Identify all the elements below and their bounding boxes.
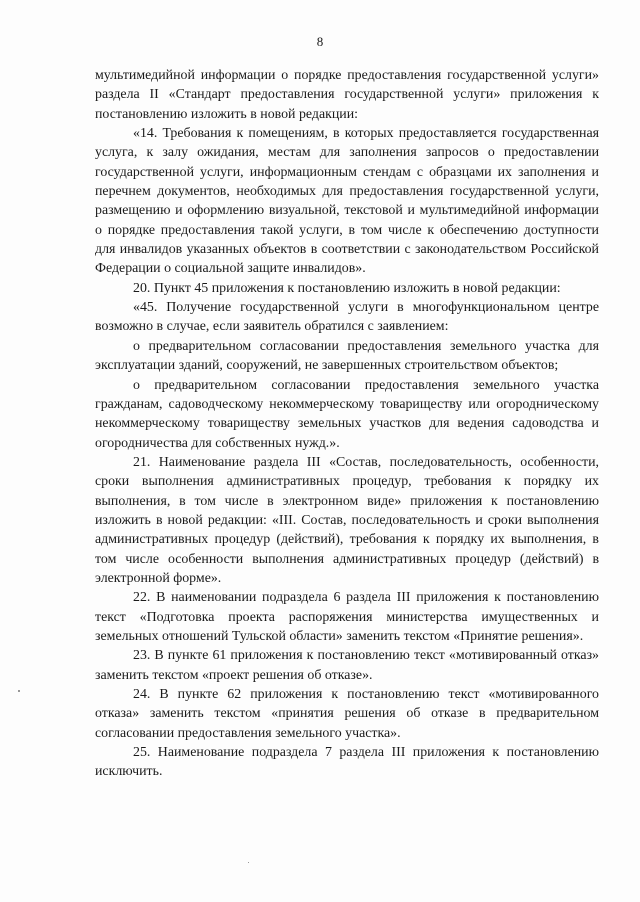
document-body [95, 66, 599, 782]
paragraph-item-24: 24. В пункте 62 приложения к постановлению текст «мотивированного отказа» заменить текстом «принятия решения об отказе в предварительном согласовании предоставления земельного участка». [95, 687, 599, 741]
paragraph-item-25: 25. Наименование подраздела 7 раздела III приложения к постановлению исключить. [95, 745, 599, 780]
paragraph-item-23: 23. В пункте 61 приложения к постановлению текст «мотивированный отказ» заменить текстом «проект решения об отказе». [95, 648, 599, 683]
paragraph-item-21: 21. Наименование раздела III «Состав, последовательность, особенности, сроки выполнения административных процедур, требования к порядку их выполнения, в том числе в электронном виде» приложения к постановлению изложить в новой редакции: «III. Состав, последовательность и сроки выполнения административных процедур (действий), требования к порядку их выполнения, в том числе особенности выполнения административных процедур (действий) в электронной форме». [95, 454, 599, 586]
paragraph-item-14-quote: «14. Требования к помещениям, в которых предоставляется государственная услуга, к залу ожидания, местам для заполнения запросов о предоставлении государственной услуги, информационным стендам с образцами их заполнения и перечнем документов, необходимых для предоставления государственной услуги, размещению и оформлению визуальной, текстовой и мультимедийной информации о порядке предоставления такой услуги, в том числе к обеспечению доступности для инвалидов указанных объектов в соответствии с законодательством Российской Федерации о социальной защите инвалидов». [95, 126, 599, 277]
paragraph-intro-continuation: мультимедийной информации о порядке предоставления государственной услуги» раздела II «Стандарт предоставления государственной услуги» приложения к постановлению изложить в новой редакции: [95, 68, 599, 122]
paragraph-item-45-case-1: о предварительном согласовании предоставления земельного участка для эксплуатации зданий, сооружений, не завершенных строительством объектов; [95, 338, 599, 374]
paragraph-item-45-quote: «45. Получение государственной услуги в многофункциональном центре возможно в случае, если заявитель обратился с заявлением: [95, 300, 599, 335]
scan-speck [18, 690, 20, 692]
scan-speck [248, 862, 249, 863]
paragraph-item-45-case-2: о предварительном согласовании предоставления земельного участка гражданам, садоводческому некоммерческому товариществу или огородническому некоммерческому товариществу земельных участков для ведения садоводства и огородничества для собственных нужд.». [95, 377, 599, 451]
paragraph-item-22: 22. В наименовании подраздела 6 раздела III приложения к постановлению текст «Подготовка проекта распоряжения министерства имущественных и земельных отношений Тульской области» заменить текстом «Принятие решения». [95, 590, 599, 644]
paragraph-item-20: 20. Пункт 45 приложения к постановлению изложить в новой редакции: [133, 280, 561, 296]
page-number: 8 [316, 34, 324, 49]
